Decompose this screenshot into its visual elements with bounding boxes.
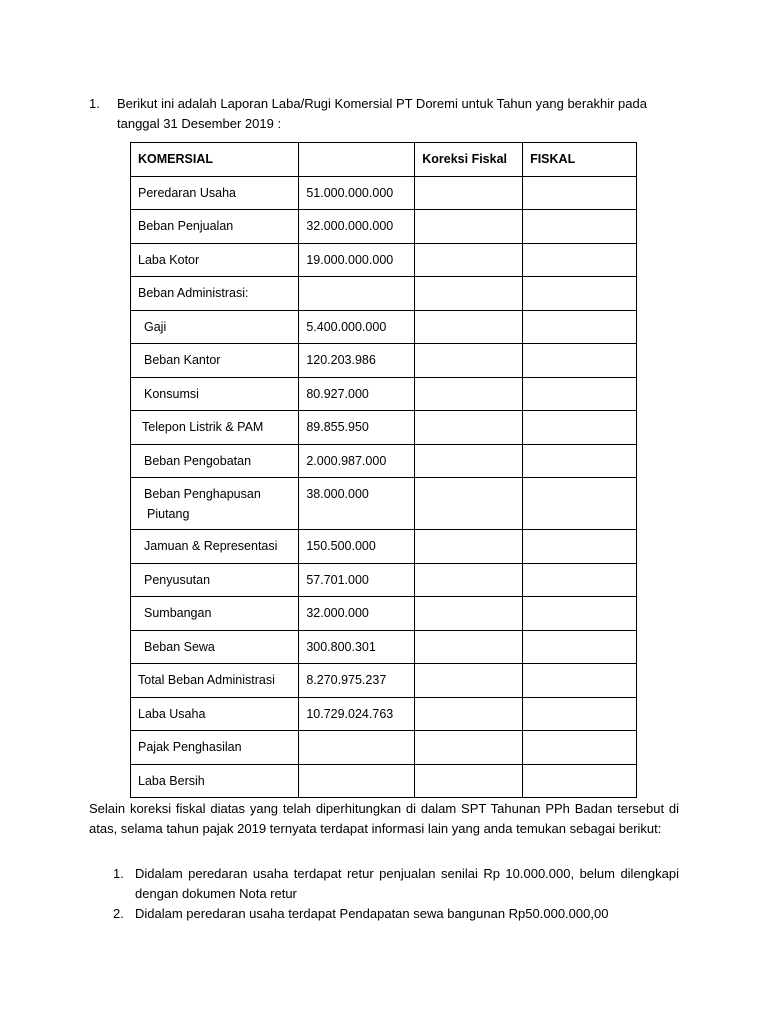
row-label-cell	[131, 344, 299, 378]
table-row	[131, 411, 637, 445]
additional-info-paragraph: Selain koreksi fiskal diatas yang telah diperhitungkan di dalam SPT Tahunan PPh Badan tersebut di atas, selama tahun pajak 2019 ternyata terdapat informasi lain yang anda temukan sebagai berikut:	[89, 801, 679, 836]
row-koreksi-cell	[415, 176, 523, 210]
header-komersial: KOMERSIAL	[131, 143, 299, 177]
row-label-continued: Piutang	[147, 507, 190, 521]
row-value: 89.855.950	[299, 411, 415, 445]
row-value: 300.800.301	[299, 630, 415, 664]
row-label-cell	[131, 563, 299, 597]
row-value: 8.270.975.237	[299, 664, 415, 698]
table-row	[131, 764, 637, 798]
table-row	[131, 243, 637, 277]
list-item-number: 2.	[113, 906, 124, 921]
row-fiskal-cell	[523, 530, 637, 564]
row-fiskal-cell	[523, 243, 637, 277]
row-fiskal-cell	[523, 664, 637, 698]
additional-info-list	[89, 864, 679, 924]
question-text: Berikut ini adalah Laporan Laba/Rugi Komersial PT Doremi untuk Tahun yang berakhir pada tanggal 31 Desember 2019 :	[117, 96, 647, 131]
header-blank	[299, 143, 415, 177]
row-value: 57.701.000	[299, 563, 415, 597]
row-value: 5.400.000.000	[299, 310, 415, 344]
row-value: 19.000.000.000	[299, 243, 415, 277]
row-koreksi-cell	[415, 478, 523, 530]
row-fiskal-cell	[523, 731, 637, 765]
row-label: Peredaran Usaha	[131, 176, 299, 210]
list-item	[89, 864, 679, 904]
row-label: Beban Kantor	[144, 353, 221, 367]
row-label-cell	[131, 444, 299, 478]
row-koreksi-cell	[415, 731, 523, 765]
row-label: Beban Sewa	[144, 639, 215, 654]
table-row	[131, 630, 637, 664]
table-row	[131, 478, 637, 530]
row-fiskal-cell	[523, 277, 637, 311]
row-koreksi-cell	[415, 277, 523, 311]
header-fiskal: FISKAL	[523, 143, 637, 177]
row-fiskal-cell	[523, 764, 637, 798]
row-value: 120.203.986	[299, 344, 415, 378]
row-label: Total Beban Administrasi	[131, 664, 299, 698]
row-value	[299, 731, 415, 765]
table-row	[131, 210, 637, 244]
row-fiskal-cell	[523, 697, 637, 731]
row-koreksi-cell	[415, 444, 523, 478]
row-fiskal-cell	[523, 310, 637, 344]
row-label-cell	[131, 530, 299, 564]
row-label: Laba Usaha	[131, 697, 299, 731]
row-label-cell	[131, 597, 299, 631]
table-row	[131, 377, 637, 411]
row-label: Beban Pengobatan	[144, 453, 252, 468]
row-value: 10.729.024.763	[299, 697, 415, 731]
row-fiskal-cell	[523, 176, 637, 210]
row-koreksi-cell	[415, 630, 523, 664]
row-fiskal-cell	[523, 563, 637, 597]
row-label-cell	[131, 377, 299, 411]
list-item-number: 1.	[113, 866, 124, 881]
row-label-cell	[131, 310, 299, 344]
row-value: 38.000.000	[299, 478, 415, 530]
row-fiskal-cell	[523, 478, 637, 530]
table-header-row	[131, 143, 637, 177]
row-fiskal-cell	[523, 597, 637, 631]
row-label: Penyusutan	[144, 572, 211, 587]
row-value	[299, 277, 415, 311]
table-row	[131, 310, 637, 344]
row-koreksi-cell	[415, 697, 523, 731]
row-fiskal-cell	[523, 377, 637, 411]
row-value: 150.500.000	[299, 530, 415, 564]
list-item	[89, 904, 679, 924]
header-koreksi-fiskal: Koreksi Fiskal	[415, 143, 523, 177]
row-label: Beban Penjualan	[131, 210, 299, 244]
row-koreksi-cell	[415, 563, 523, 597]
row-koreksi-cell	[415, 411, 523, 445]
row-value	[299, 764, 415, 798]
row-value: 2.000.987.000	[299, 444, 415, 478]
row-label: Sumbangan	[144, 606, 212, 620]
row-koreksi-cell	[415, 530, 523, 564]
table-row	[131, 444, 637, 478]
table-row	[131, 731, 637, 765]
row-label: Pajak Penghasilan	[131, 731, 299, 765]
row-fiskal-cell	[523, 411, 637, 445]
table-row	[131, 563, 637, 597]
question-number: 1.	[89, 96, 100, 111]
table-row	[131, 530, 637, 564]
row-label: Beban Administrasi:	[131, 277, 299, 311]
row-label-cell	[131, 630, 299, 664]
row-label: Jamuan & Representasi	[144, 539, 278, 553]
row-label: Gaji	[144, 319, 167, 334]
row-label: Beban Penghapusan	[144, 487, 261, 501]
row-koreksi-cell	[415, 664, 523, 698]
row-koreksi-cell	[415, 764, 523, 798]
row-label: Laba Kotor	[131, 243, 299, 277]
list-item-text: Didalam peredaran usaha terdapat retur penjualan senilai Rp 10.000.000, belum dilengkapi dengan dokumen Nota retur	[135, 866, 679, 901]
row-fiskal-cell	[523, 210, 637, 244]
row-label: Konsumsi	[144, 386, 199, 401]
row-koreksi-cell	[415, 344, 523, 378]
row-label-cell	[131, 478, 299, 530]
row-value: 32.000.000.000	[299, 210, 415, 244]
table-row	[131, 697, 637, 731]
row-koreksi-cell	[415, 597, 523, 631]
row-fiskal-cell	[523, 344, 637, 378]
row-koreksi-cell	[415, 377, 523, 411]
row-value: 32.000.000	[299, 597, 415, 631]
table-row	[131, 277, 637, 311]
income-statement-table	[130, 142, 637, 798]
row-value: 80.927.000	[299, 377, 415, 411]
row-fiskal-cell	[523, 630, 637, 664]
row-koreksi-cell	[415, 243, 523, 277]
table-row	[131, 597, 637, 631]
row-fiskal-cell	[523, 444, 637, 478]
row-label: Telepon Listrik & PAM	[142, 420, 264, 434]
row-value: 51.000.000.000	[299, 176, 415, 210]
row-label: Laba Bersih	[131, 764, 299, 798]
table-row	[131, 664, 637, 698]
table-row	[131, 176, 637, 210]
table-row	[131, 344, 637, 378]
row-koreksi-cell	[415, 310, 523, 344]
list-item-text: Didalam peredaran usaha terdapat Pendapatan sewa bangunan Rp50.000.000,00	[135, 906, 609, 921]
row-label-cell	[131, 411, 299, 445]
row-koreksi-cell	[415, 210, 523, 244]
